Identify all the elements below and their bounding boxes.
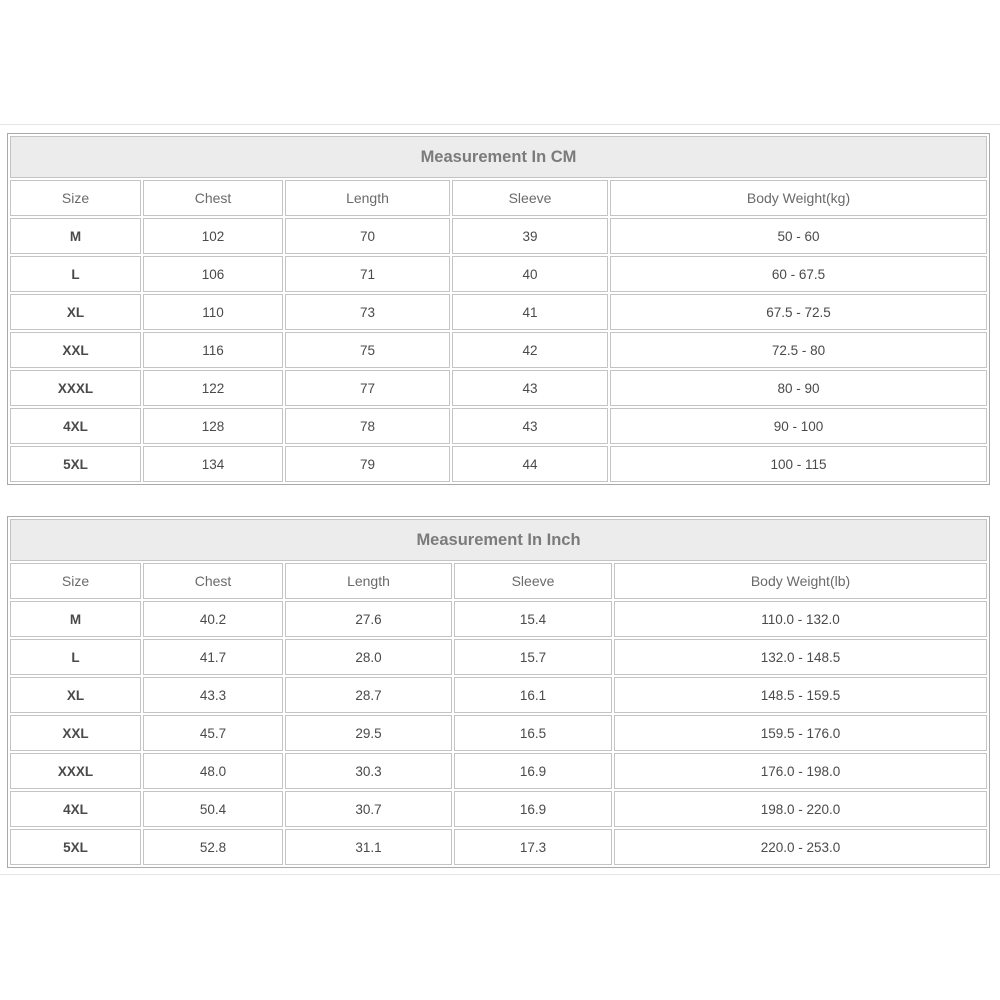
length-cell: 27.6 [285,601,452,637]
body-weight-cell: 220.0 - 253.0 [614,829,987,865]
sleeve-cell: 44 [452,446,608,482]
chest-cell: 102 [143,218,283,254]
table-row [10,256,987,292]
sleeve-cell: 16.9 [454,753,612,789]
cm-measurement-table [7,133,990,485]
size-cell: M [10,218,141,254]
bottom-divider [0,874,1000,875]
column-header-chest: Chest [143,563,283,599]
sleeve-cell: 15.7 [454,639,612,675]
length-cell: 30.3 [285,753,452,789]
chest-cell: 52.8 [143,829,283,865]
sleeve-cell: 17.3 [454,829,612,865]
sleeve-cell: 39 [452,218,608,254]
length-cell: 29.5 [285,715,452,751]
chest-cell: 116 [143,332,283,368]
chest-cell: 128 [143,408,283,444]
table-row [10,791,987,827]
table-title: Measurement In CM [10,136,987,178]
table-header-row [10,180,987,216]
sleeve-cell: 16.9 [454,791,612,827]
table-row [10,218,987,254]
chest-cell: 45.7 [143,715,283,751]
table-row [10,446,987,482]
chest-cell: 110 [143,294,283,330]
size-cell: XXL [10,332,141,368]
chest-cell: 122 [143,370,283,406]
column-header-chest: Chest [143,180,283,216]
body-weight-cell: 176.0 - 198.0 [614,753,987,789]
sleeve-cell: 42 [452,332,608,368]
size-cell: XXL [10,715,141,751]
sleeve-cell: 41 [452,294,608,330]
body-weight-cell: 148.5 - 159.5 [614,677,987,713]
column-header-length: Length [285,563,452,599]
column-header-body-weight: Body Weight(lb) [614,563,987,599]
table-title-row [10,136,987,178]
body-weight-cell: 80 - 90 [610,370,987,406]
table-row [10,370,987,406]
chest-cell: 134 [143,446,283,482]
sleeve-cell: 43 [452,370,608,406]
table-header-row [10,563,987,599]
table-row [10,408,987,444]
sleeve-cell: 40 [452,256,608,292]
table-row [10,294,987,330]
chest-cell: 41.7 [143,639,283,675]
table-title-row [10,519,987,561]
inch-measurement-table [7,516,990,868]
size-cell: XL [10,294,141,330]
table-row [10,677,987,713]
size-cell: M [10,601,141,637]
sleeve-cell: 43 [452,408,608,444]
column-header-body-weight: Body Weight(kg) [610,180,987,216]
length-cell: 78 [285,408,450,444]
body-weight-cell: 72.5 - 80 [610,332,987,368]
table-row [10,829,987,865]
table-title: Measurement In Inch [10,519,987,561]
column-header-sleeve: Sleeve [452,180,608,216]
chest-cell: 40.2 [143,601,283,637]
size-cell: L [10,256,141,292]
size-cell: 4XL [10,408,141,444]
size-cell: 5XL [10,829,141,865]
body-weight-cell: 110.0 - 132.0 [614,601,987,637]
body-weight-cell: 198.0 - 220.0 [614,791,987,827]
size-cell: XXXL [10,370,141,406]
table-row [10,753,987,789]
body-weight-cell: 50 - 60 [610,218,987,254]
top-divider [0,124,1000,125]
length-cell: 28.0 [285,639,452,675]
column-header-size: Size [10,180,141,216]
body-weight-cell: 60 - 67.5 [610,256,987,292]
length-cell: 28.7 [285,677,452,713]
length-cell: 77 [285,370,450,406]
length-cell: 73 [285,294,450,330]
chest-cell: 48.0 [143,753,283,789]
sleeve-cell: 16.5 [454,715,612,751]
body-weight-cell: 67.5 - 72.5 [610,294,987,330]
table-row [10,639,987,675]
size-cell: L [10,639,141,675]
length-cell: 75 [285,332,450,368]
body-weight-cell: 100 - 115 [610,446,987,482]
chest-cell: 50.4 [143,791,283,827]
size-cell: XL [10,677,141,713]
table-row [10,715,987,751]
column-header-sleeve: Sleeve [454,563,612,599]
sleeve-cell: 16.1 [454,677,612,713]
table-row [10,332,987,368]
length-cell: 31.1 [285,829,452,865]
table-row [10,601,987,637]
length-cell: 79 [285,446,450,482]
chest-cell: 43.3 [143,677,283,713]
sleeve-cell: 15.4 [454,601,612,637]
length-cell: 71 [285,256,450,292]
column-header-length: Length [285,180,450,216]
chest-cell: 106 [143,256,283,292]
body-weight-cell: 159.5 - 176.0 [614,715,987,751]
size-cell: 5XL [10,446,141,482]
length-cell: 30.7 [285,791,452,827]
length-cell: 70 [285,218,450,254]
size-cell: 4XL [10,791,141,827]
body-weight-cell: 132.0 - 148.5 [614,639,987,675]
body-weight-cell: 90 - 100 [610,408,987,444]
size-cell: XXXL [10,753,141,789]
column-header-size: Size [10,563,141,599]
